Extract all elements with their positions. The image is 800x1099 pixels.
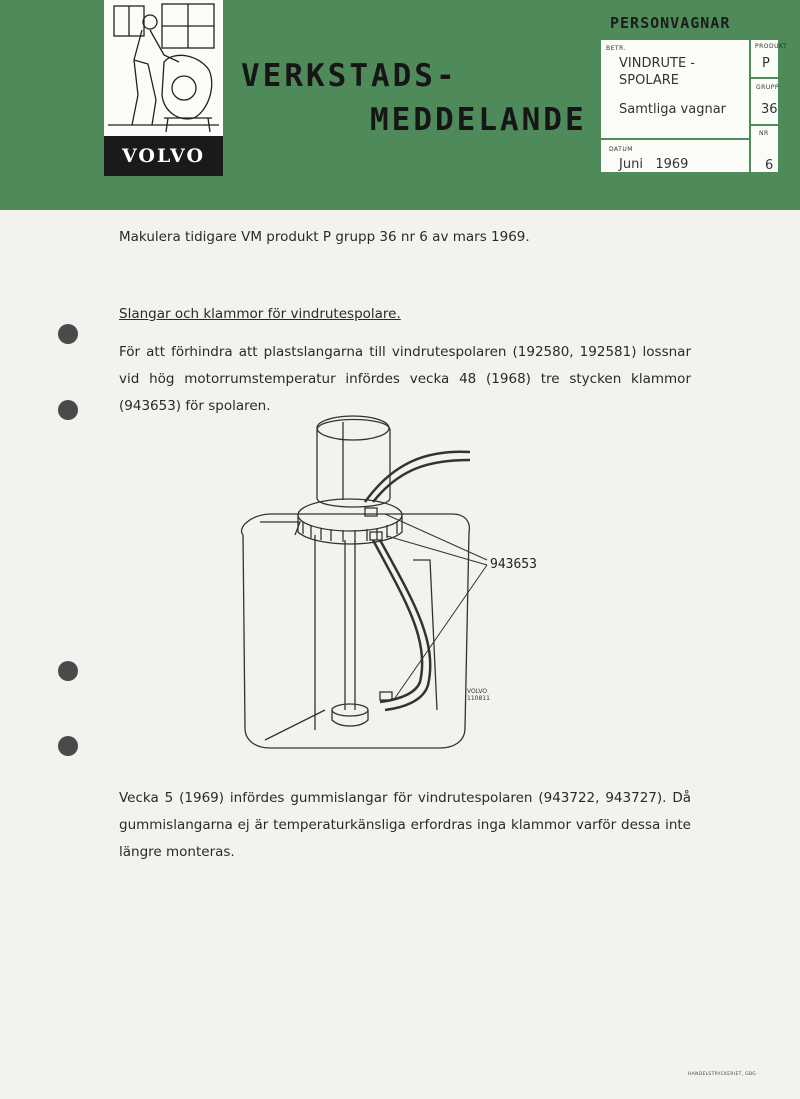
section-heading: Slangar och klammor för vindrutespolare. <box>119 306 401 322</box>
betr-value-line3: Samtliga vagnar <box>619 102 727 117</box>
printer-imprint: HANDELSTRYCKERIET, GBG <box>687 1072 756 1077</box>
form-divider-vertical <box>749 40 751 172</box>
form-divider-datum <box>601 138 751 140</box>
produkt-label: PRODUKT <box>755 43 788 50</box>
grupp-label: GRUPP <box>756 84 779 91</box>
volvo-logo: VOLVO <box>104 136 223 176</box>
clamp <box>380 692 392 700</box>
clamp <box>365 508 377 516</box>
part-number-callout: 943653 <box>490 557 537 572</box>
datum-label: DATUM <box>609 146 633 153</box>
header-band <box>0 0 800 210</box>
figure-stamp-line1: VOLVO <box>467 688 488 695</box>
form-divider-nr <box>751 124 778 126</box>
nr-label: NR <box>759 130 769 137</box>
category-label: PERSONVAGNAR <box>610 14 731 32</box>
datum-value: Juni 1969 <box>619 157 689 172</box>
washer-reservoir-illustration <box>225 410 555 760</box>
nr-value: 6 <box>765 158 774 173</box>
betr-value-line1: VINDRUTE - <box>619 56 695 71</box>
cancel-note: Makulera tidigare VM produkt P grupp 36 nr 6 av mars 1969. <box>119 229 530 245</box>
grupp-value: 36 <box>761 102 778 117</box>
produkt-value: P <box>762 56 770 71</box>
punch-hole <box>58 736 78 756</box>
punch-hole <box>58 661 78 681</box>
punch-hole <box>58 400 78 420</box>
betr-label: BETR. <box>606 45 626 52</box>
paragraph-update: Vecka 5 (1969) infördes gummislangar för vindrutespolaren (943722, 943727). Då gummislangarna ej är temperaturkänsliga erfordras inga klammor varför dessa inte längre monteras. <box>119 790 691 860</box>
form-divider-grupp <box>751 77 778 79</box>
page-title-line2: MEDDELANDE <box>370 102 587 138</box>
mechanic-drawing <box>104 0 223 136</box>
clamp <box>370 532 382 540</box>
hose-inner <box>373 540 422 702</box>
punch-hole <box>58 324 78 344</box>
page-title-line1: VERKSTADS- <box>241 58 458 94</box>
figure-stamp-line2: 110811 <box>467 695 490 702</box>
paragraph-intro: För att förhindra att plastslangarna till vindrutespolaren (192580, 192581) lossnar vid hög motorrumstemperatur infördes vecka 48 (1968) tre stycken klammor (943653) för spolaren. <box>119 344 691 414</box>
document-info-form <box>601 40 788 173</box>
betr-value-line2: SPOLARE <box>619 73 680 88</box>
